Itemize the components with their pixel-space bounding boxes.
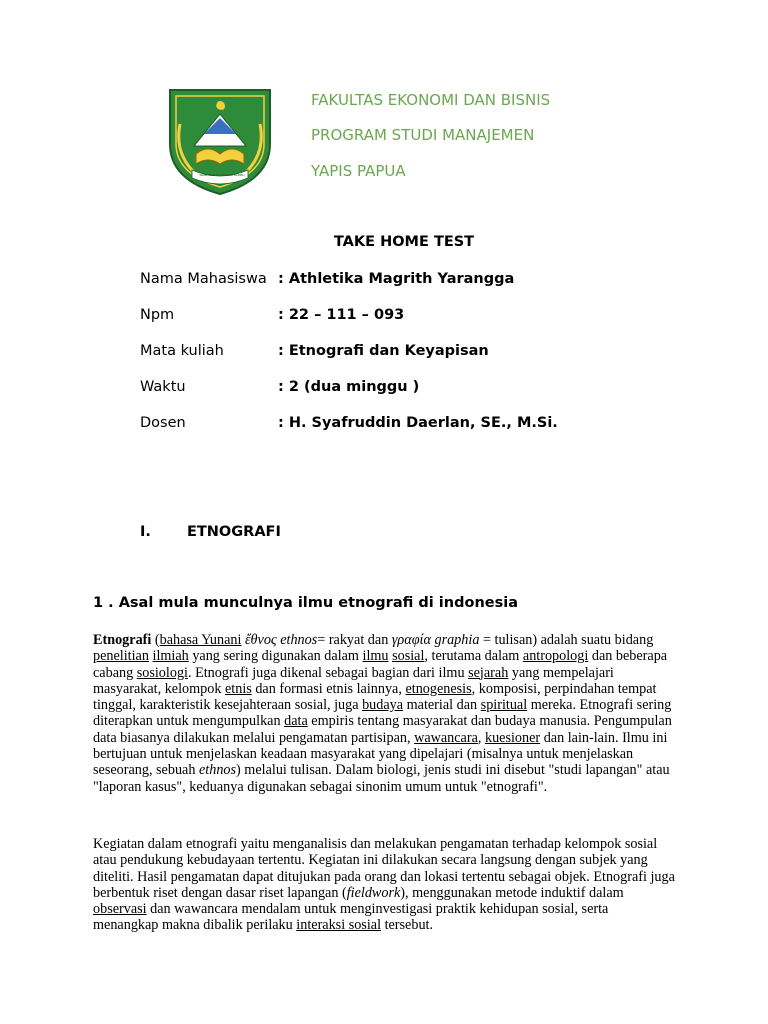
term-etnografi: Etnografi <box>93 632 152 648</box>
info-label-name: Nama Mahasiswa <box>140 271 267 287</box>
link-spiritual[interactable]: spiritual <box>480 697 528 714</box>
document-title: TAKE HOME TEST <box>333 234 475 250</box>
link-etnis[interactable]: etnis <box>224 680 252 697</box>
link-penelitian[interactable]: penelitian <box>93 648 149 665</box>
paragraph-1: Etnografi (bahasa Yunani ἔθνος ethnos= rakyat dan γραφία graphia = tulisan) adalah suatu bidang penelitian ilmiah yang sering digunakan dalam ilmu sosial, terutama dalam antropologi dan beberapa cabang sosiologi. Etnografi juga dikenal sebagai bagian dari ilmu sejarah yang mempelajari masyarakat, kelompok etnis dan formasi etnis lainnya, etnogenesis, komposisi, perpindahan tempat tinggal, karakteristik kesejahteraan sosial, juga budaya material dan spiritual mereka. Etnografi sering diterapkan untuk mengumpulkan data empiris tentang masyarakat dan budaya manusia. Pengumpulan data biasanya dilakukan melalui pengamatan partisipan, wawancara, kuesioner dan lain-lain. Ilmu ini bertujuan untuk menjelaskan keadaan masyarakat yang dipelajari (misalnya untuk menjelaskan seseorang, sebuah ethnos) melalui tulisan. Dalam biologi, jenis studi ini disebut "studi lapangan" atau "laporan kasus", keduanya digunakan sebagai sinonim umum untuk "etnografi". <box>93 632 672 795</box>
link-data[interactable]: data <box>284 713 308 730</box>
link-antropologi[interactable]: antropologi <box>522 648 589 665</box>
link-sosial[interactable]: sosial <box>392 648 425 665</box>
info-label-course: Mata kuliah <box>140 343 224 359</box>
link-ilmiah[interactable]: ilmiah <box>152 648 189 665</box>
section-number: I. <box>140 524 151 540</box>
link-bahasa-yunani[interactable]: bahasa Yunani <box>159 632 242 648</box>
link-wawancara[interactable]: wawancara <box>414 729 478 746</box>
info-value-npm: : 22 – 111 – 093 <box>278 307 405 323</box>
institution-name: YAPIS PAPUA <box>311 162 406 180</box>
info-value-time: : 2 (dua minggu ) <box>278 379 420 395</box>
university-logo <box>166 84 274 198</box>
section-title: ETNOGRAFI <box>187 524 281 540</box>
paragraph-2: Kegiatan dalam etnografi yaitu menganalisis dan melakukan pengamatan terhadap kelompok sosial atau pendukung kebudayaan tertentu. Kegiatan ini dilakukan secara langsung dengan subjek yang diteliti. Hasil pengamatan dapat ditujukan pada orang dan lokasi tertentu sebagai objek. Etnografi juga berbentuk riset dengan dasar riset lapangan (fieldwork), menggunakan metode induktif dalam observasi dan wawancara mendalam untuk menginvestigasi praktik kehidupan sosial, serta menangkap makna dibalik perilaku interaksi sosial tersebut. <box>93 836 675 934</box>
link-budaya[interactable]: budaya <box>362 697 404 714</box>
link-ilmu[interactable]: ilmu <box>362 648 389 665</box>
link-sejarah[interactable]: sejarah <box>468 664 509 681</box>
program-name: PROGRAM STUDI MANAJEMEN <box>311 126 535 144</box>
link-observasi[interactable]: observasi <box>93 901 147 918</box>
logo-motto: SEBE SERUUKI SERUU RAMBU <box>199 173 245 177</box>
info-value-name: : Athletika Magrith Yarangga <box>278 271 515 287</box>
link-sosiologi[interactable]: sosiologi <box>136 664 188 681</box>
info-value-lecturer: : H. Syafruddin Daerlan, SE., M.Si. <box>278 415 558 431</box>
info-label-lecturer: Dosen <box>140 415 186 431</box>
link-kuesioner[interactable]: kuesioner <box>484 729 541 746</box>
info-label-npm: Npm <box>140 307 175 323</box>
info-value-course: : Etnografi dan Keyapisan <box>278 343 489 359</box>
faculty-name: FAKULTAS EKONOMI DAN BISNIS <box>311 91 551 109</box>
link-etnogenesis[interactable]: etnogenesis <box>405 680 472 697</box>
link-interaksi-sosial[interactable]: interaksi sosial <box>296 917 382 934</box>
subheading: 1 . Asal mula munculnya ilmu etnografi di indonesia <box>93 595 518 611</box>
info-label-time: Waktu <box>140 379 186 395</box>
